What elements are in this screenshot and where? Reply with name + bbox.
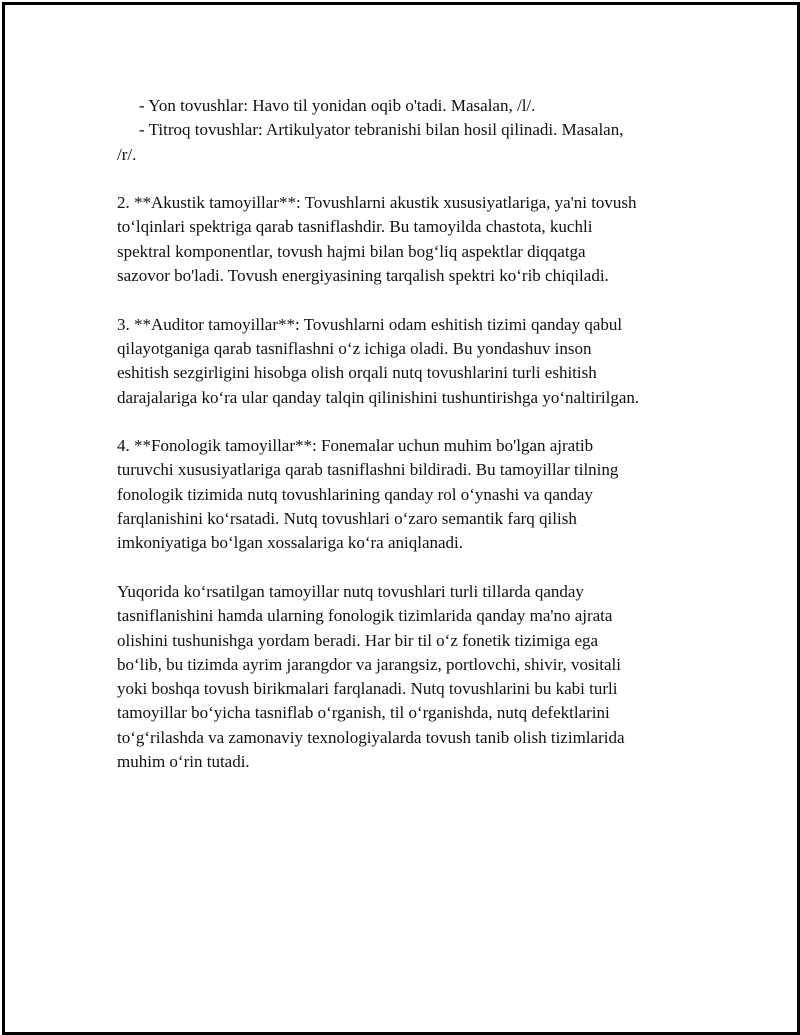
paragraph-line: eshitish sezgirligini hisobga olish orqali nutq tovushlarini turli eshitish: [117, 363, 597, 383]
paragraph-line: imkoniyatiga bo‘lgan xossalariga ko‘ra aniqlanadi.: [117, 533, 464, 553]
paragraph-line: 3. **Auditor tamoyillar**: Tovushlarni odam eshitish tizimi qanday qabul: [117, 314, 623, 334]
paragraph-acoustic: [117, 191, 687, 288]
paragraph-line: yoki boshqa tovush birikmalari farqlanadi. Nutq tovushlarini bu kabi turli: [117, 679, 618, 699]
paragraph-line: Yuqorida ko‘rsatilgan tamoyillar nutq tovushlari turli tillarda qanday: [117, 581, 584, 601]
paragraph-conclusion: [117, 580, 687, 774]
paragraph-line: to‘lqinlari spektriga qarab tasniflashdir. Bu tamoyilda chastota, kuchli: [117, 217, 593, 237]
document-body: [117, 94, 687, 799]
paragraph-line: to‘g‘rilashda va zamonaviy texnologiyalarda tovush tanib olish tizimlarida: [117, 727, 625, 747]
paragraph-line: spektral komponentlar, tovush hajmi bilan bog‘liq aspektlar diqqatga: [117, 241, 586, 261]
paragraph-line: darajalariga ko‘ra ular qanday talqin qilinishini tushuntirishga yo‘naltirilgan.: [117, 387, 640, 407]
paragraph-line: sazovor bo'ladi. Tovush energiyasining tarqalish spektri ko‘rib chiqiladi.: [117, 266, 609, 286]
paragraph-line: farqlanishini ko‘rsatadi. Nutq tovushlari o‘zaro semantik farq qilish: [117, 509, 577, 529]
paragraph-line: tamoyillar bo‘yicha tasniflab o‘rganish, til o‘rganishda, nutq defektlarini: [117, 703, 610, 723]
paragraph-auditory: [117, 313, 687, 410]
paragraph-phonological: [117, 434, 687, 555]
paragraph-line: olishini tushunishga yordam beradi. Har bir til o‘z fonetik tizimiga ega: [117, 630, 599, 650]
bullet-list: [117, 94, 687, 167]
paragraph-line: turuvchi xususiyatlariga qarab tasniflashni bildiradi. Bu tamoyillar tilning: [117, 460, 619, 480]
paragraph-line: fonologik tizimida nutq tovushlarining qanday rol o‘ynashi va qanday: [117, 484, 593, 504]
bullet-item-trill: - Titroq tovushlar: Artikulyator tebranishi bilan hosil qilinadi. Masalan,: [139, 120, 624, 140]
paragraph-line: qilayotganiga qarab tasniflashni o‘z ichiga oladi. Bu yondashuv inson: [117, 338, 592, 358]
bullet-item-trill-continuation: /r/.: [117, 144, 137, 164]
paragraph-line: tasniflanishini hamda ularning fonologik tizimlarida qanday ma'no ajrata: [117, 606, 613, 626]
bullet-item-lateral: - Yon tovushlar: Havo til yonidan oqib o'tadi. Masalan, /l/.: [139, 96, 536, 115]
paragraph-line: bo‘lib, bu tizimda ayrim jarangdor va jarangsiz, portlovchi, shivir, vositali: [117, 654, 622, 674]
paragraph-line: 4. **Fonologik tamoyillar**: Fonemalar uchun muhim bo'lgan ajratib: [117, 436, 594, 456]
paragraph-line: 2. **Akustik tamoyillar**: Tovushlarni akustik xususiyatlariga, ya'ni tovush: [117, 193, 637, 213]
paragraph-line: muhim o‘rin tutadi.: [117, 752, 250, 772]
